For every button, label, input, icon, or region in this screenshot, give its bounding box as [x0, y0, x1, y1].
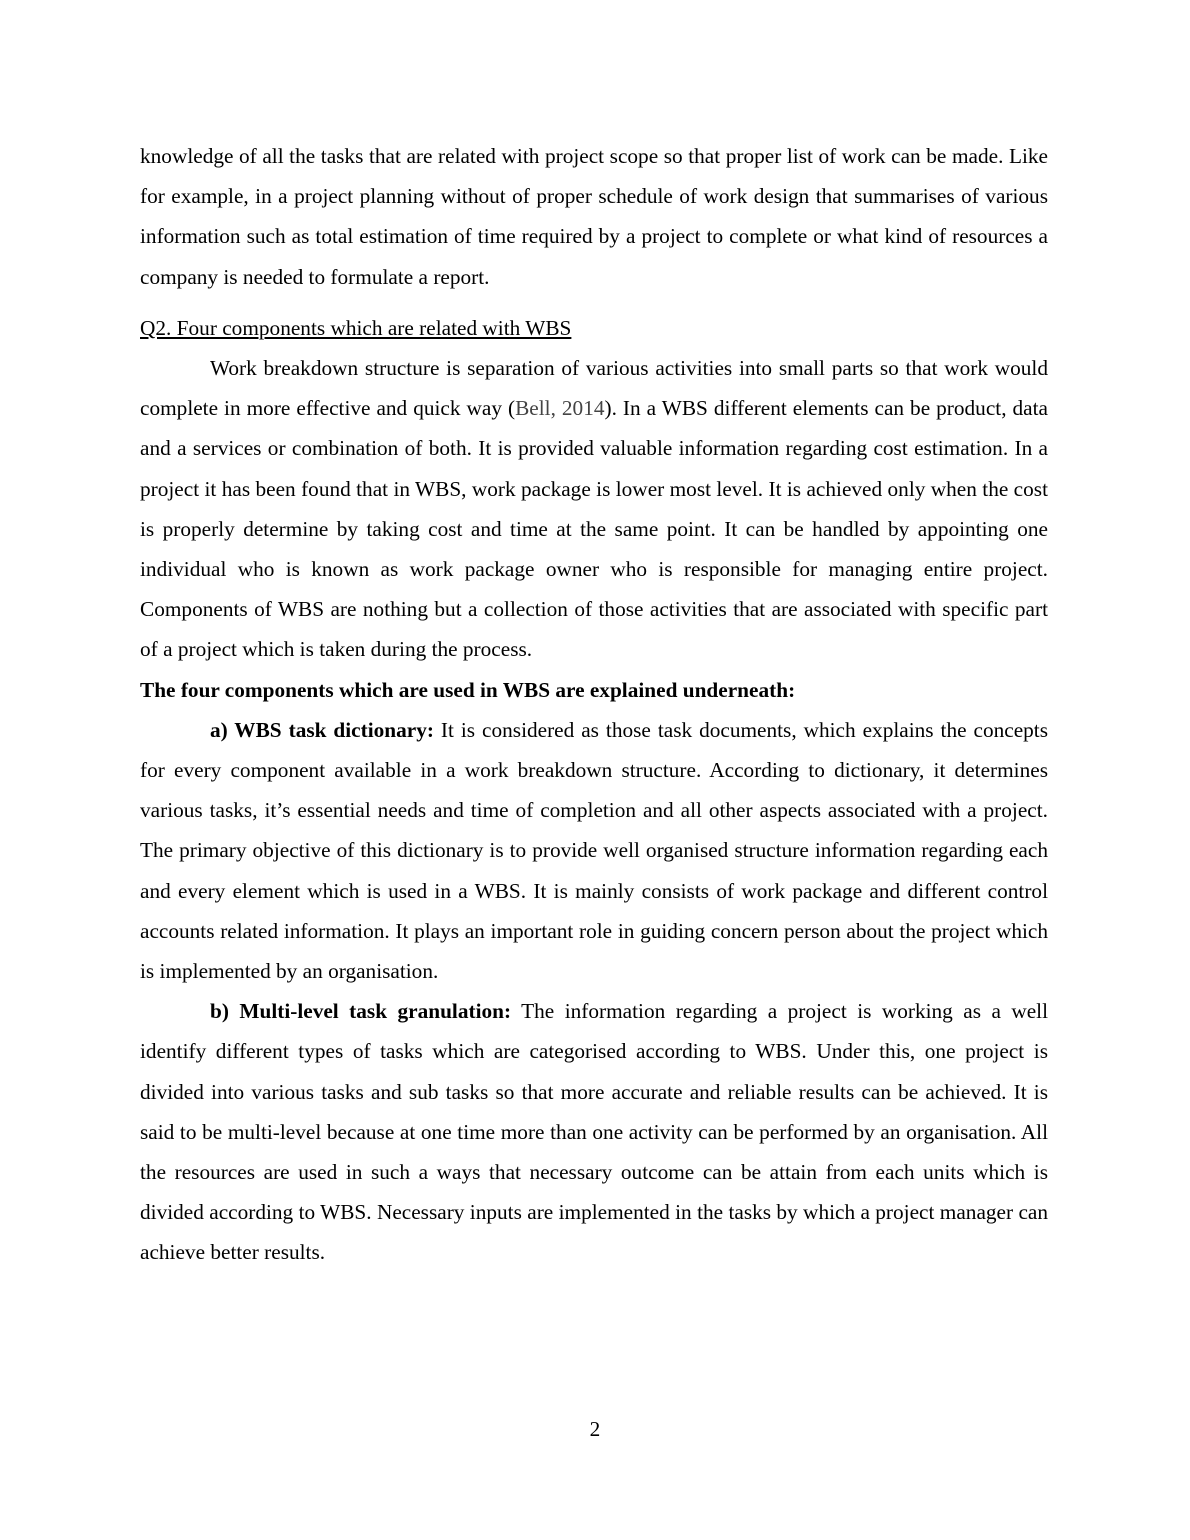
component-b-paragraph — [140, 991, 1048, 1272]
component-a-term: a) WBS task dictionary: — [210, 717, 434, 742]
citation: Bell, 2014 — [515, 396, 605, 421]
wbs-paragraph — [140, 348, 1048, 670]
wbs-paragraph-text-start: Work breakdown structure is separation of various activities into small parts so that work would complete in more effective and quick way ( — [140, 356, 1048, 421]
component-a-text: It is considered as those task documents, which explains the concepts for every component available in a work breakdown structure. According to dictionary, it determines various tasks, it’s essential needs and time of completion and all other aspects associated with a project. The primary objective of this dictionary is to provide well organised structure information regarding each and every element which is used in a WBS. It is mainly consists of work package and different control accounts related information. It plays an important role in guiding concern person about the project which is implemented by an organisation. — [140, 717, 1049, 984]
wbs-paragraph-text-end: ). In a WBS different elements can be product, data and a services or combination of both. It is provided valuable information regarding cost estimation. In a project it has been found that in WBS, work package is lower most level. It is achieved only when the cost is properly determine by taking cost and time at the same point. It can be handled by appointing one individual who is known as work package owner who is responsible for managing entire project. Components of WBS are nothing but a collection of those activities that are associated with specific part of a project which is taken during the process. — [140, 396, 1048, 662]
document-page — [140, 136, 1048, 1273]
component-b-term: b) Multi-level task granulation: — [210, 999, 512, 1024]
component-b-text: The information regarding a project is working as a well identify different types of tasks which are categorised according to WBS. Under this, one project is divided into various tasks and sub tasks so that more accurate and reliable results can be achieved. It is said to be multi-level because at one time more than one activity can be performed by an organisation. All the resources are used in such a ways that necessary outcome can be attain from each units which is divided according to WBS. Necessary inputs are implemented in the tasks by which a project manager can achieve better results. — [140, 999, 1049, 1265]
page-number: 2 — [589, 1417, 601, 1441]
components-heading: The four components which are used in WBS are explained underneath: — [140, 677, 796, 702]
component-a-paragraph — [140, 710, 1048, 991]
intro-paragraph: knowledge of all the tasks that are related with project scope so that proper list of work can be made. Like for example, in a project planning without of proper schedule of work design that summarises of various information such as total estimation of time required by a project to complete or what kind of resources a company is needed to formulate a report. — [140, 144, 1048, 289]
section-heading: Q2. Four components which are related with WBS — [140, 315, 572, 340]
